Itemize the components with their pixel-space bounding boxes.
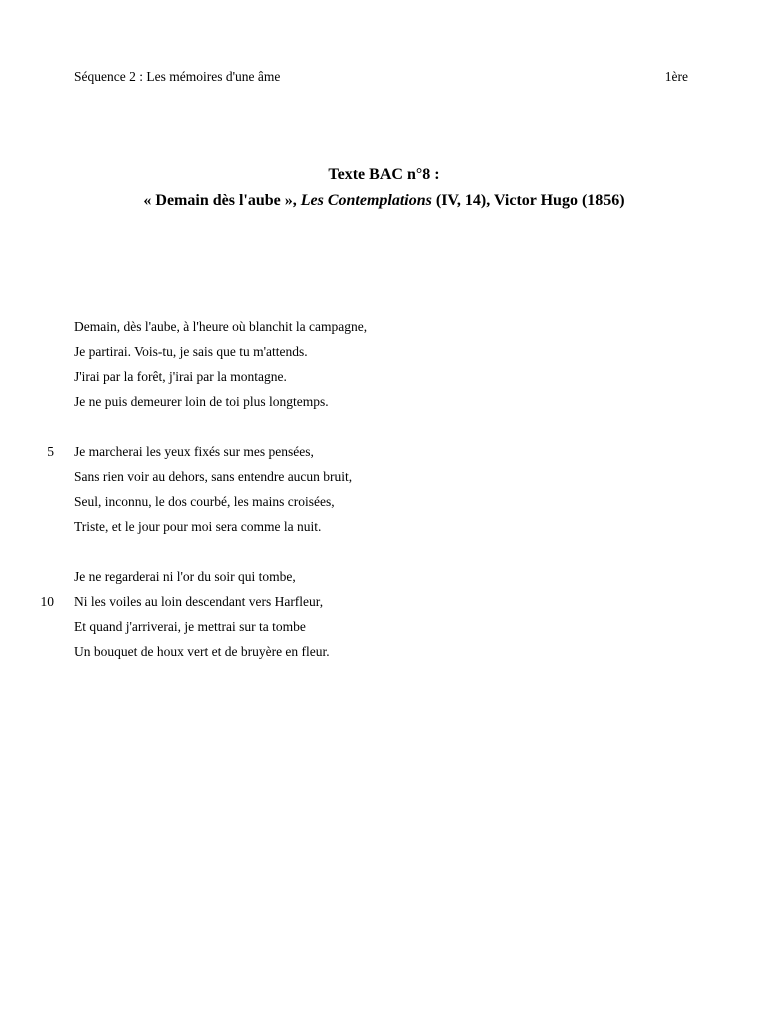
- text-subtitle: [0, 191, 768, 211]
- verse-text: Je marcherai les yeux fixés sur mes pensées,: [74, 444, 314, 459]
- verse-text: Triste, et le jour pour moi sera comme la nuit.: [74, 519, 322, 534]
- sequence-header: Séquence 2 : Les mémoires d'une âme: [74, 69, 281, 84]
- verse-line: [74, 618, 367, 643]
- verse-text: Je ne puis demeurer loin de toi plus longtemps.: [74, 394, 329, 409]
- stanza: [74, 318, 367, 418]
- line-number: 5: [47, 444, 54, 459]
- stanza: [47, 443, 367, 543]
- verse-line: [74, 468, 367, 493]
- poem-title-quote: « Demain dès l'aube »,: [143, 192, 297, 209]
- verse-line: [74, 343, 367, 368]
- level-header: 1ère: [664, 69, 688, 84]
- verse-line: [74, 518, 367, 543]
- poem-body: [40, 318, 368, 693]
- text-title: Texte BAC n°8 :: [328, 166, 440, 183]
- stanza: [40, 568, 367, 668]
- line-number: 10: [40, 594, 54, 609]
- verse-line: [74, 568, 367, 593]
- verse-line: [74, 643, 367, 668]
- verse-line: [74, 393, 367, 418]
- work-title: Les Contemplations: [300, 192, 432, 209]
- verse-line: [74, 368, 367, 393]
- verse-text: Je ne regarderai ni l'or du soir qui tombe,: [74, 569, 296, 584]
- verse-line: [74, 493, 367, 518]
- verse-text: Demain, dès l'aube, à l'heure où blanchit la campagne,: [74, 319, 368, 334]
- verse-text: Un bouquet de houx vert et de bruyère en fleur.: [74, 644, 330, 659]
- verse-line: [40, 593, 367, 618]
- verse-text: Ni les voiles au loin descendant vers Harfleur,: [74, 594, 324, 609]
- reference-author: (IV, 14), Victor Hugo (1856): [435, 192, 625, 209]
- verse-line: [47, 443, 367, 468]
- verse-text: J'irai par la forêt, j'irai par la montagne.: [74, 369, 287, 384]
- verse-text: Je partirai. Vois-tu, je sais que tu m'attends.: [74, 344, 308, 359]
- verse-text: Et quand j'arriverai, je mettrai sur ta tombe: [74, 619, 306, 634]
- verse-text: Sans rien voir au dehors, sans entendre aucun bruit,: [74, 469, 353, 484]
- verse-text: Seul, inconnu, le dos courbé, les mains croisées,: [74, 494, 335, 509]
- verse-line: [74, 318, 367, 343]
